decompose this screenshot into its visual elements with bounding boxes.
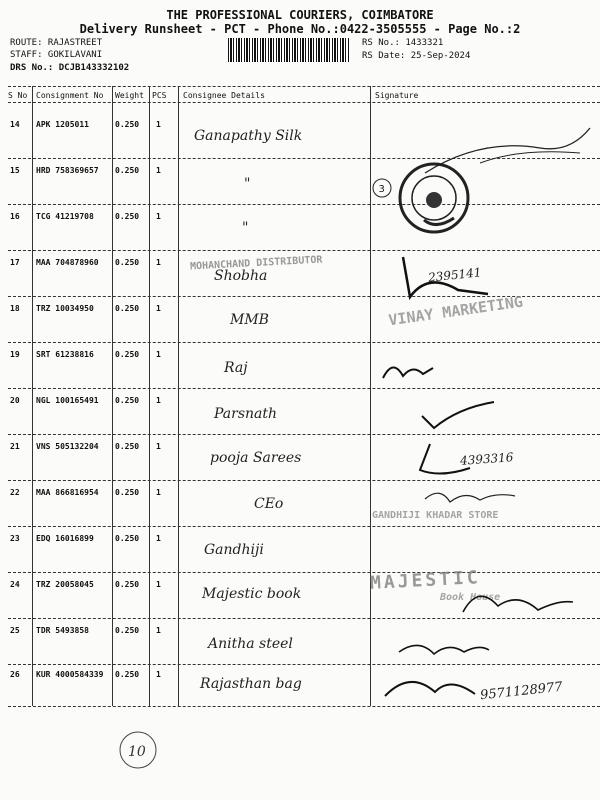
row-weight: 0.250 <box>115 258 140 267</box>
col-header-weight: Weight <box>115 91 144 100</box>
drs-number: DRS No.: DCJB143332102 <box>10 63 130 73</box>
header-top-border <box>8 86 600 87</box>
staff-label: STAFF: GOKILAVANI <box>10 50 103 60</box>
row-pcs: 1 <box>156 166 161 175</box>
row-weight: 0.250 <box>115 350 140 359</box>
row-separator <box>8 706 600 707</box>
signature-scribble <box>420 118 595 178</box>
svg-text:3: 3 <box>378 184 385 195</box>
row-sno: 16 <box>10 212 20 221</box>
row-consignment: KUR 4000584339 <box>36 670 104 679</box>
row-weight: 0.250 <box>115 166 140 175</box>
col-header-pcs: PCS <box>152 91 167 100</box>
company-title: THE PROFESSIONAL COURIERS, COIMBATORE <box>166 8 434 22</box>
header-bottom-border <box>8 102 600 103</box>
col-divider <box>149 86 150 706</box>
row-weight: 0.250 <box>115 626 140 635</box>
row-consignee: Anitha steel <box>208 636 293 652</box>
row-weight: 0.250 <box>115 442 140 451</box>
row-pcs: 1 <box>156 396 161 405</box>
row-consignee: Parsnath <box>214 406 278 422</box>
stamp-book-house: Book House <box>440 592 501 603</box>
col-header-sno: S No <box>8 91 28 100</box>
row-consignment: SRT 61238816 <box>36 350 94 359</box>
row-consignee: " <box>244 176 251 192</box>
row-pcs: 1 <box>156 120 161 129</box>
row-pcs: 1 <box>156 580 161 589</box>
row-separator <box>8 480 600 481</box>
row-sno: 21 <box>10 442 20 451</box>
signature-19 <box>378 356 438 384</box>
row-weight: 0.250 <box>115 120 140 129</box>
col-divider <box>112 86 113 706</box>
row-sno: 17 <box>10 258 20 267</box>
row-consignment: VNS 505132204 <box>36 442 99 451</box>
row-sno: 25 <box>10 626 20 635</box>
row-sno: 26 <box>10 670 20 679</box>
svg-text:10: 10 <box>128 744 146 760</box>
row-consignment: APK 1205011 <box>36 120 89 129</box>
row-weight: 0.250 <box>115 534 140 543</box>
stamp-majestic: MAJESTIC <box>369 567 482 594</box>
row-separator <box>8 342 600 343</box>
row-sno: 19 <box>10 350 20 359</box>
rs-date: RS Date: 25-Sep-2024 <box>362 51 471 61</box>
row-weight: 0.250 <box>115 396 140 405</box>
col-header-consignment: Consignment No <box>36 91 104 100</box>
row-weight: 0.250 <box>115 212 140 221</box>
route-label: ROUTE: RAJASTREET <box>10 38 103 48</box>
circled-page-number <box>116 728 160 772</box>
row-pcs: 1 <box>156 212 161 221</box>
row-consignment: TRZ 10034950 <box>36 304 94 313</box>
row-consignment: EDQ 16016899 <box>36 534 94 543</box>
row-pcs: 1 <box>156 534 161 543</box>
stamp-gandhiji: GANDHIJI KHADAR STORE <box>372 510 499 521</box>
col-header-signature: Signature <box>375 91 419 100</box>
row-separator <box>8 572 600 573</box>
row-sno: 18 <box>10 304 20 313</box>
row-separator <box>8 250 600 251</box>
handwritten-number-1: 2395141 <box>427 265 483 285</box>
row-weight: 0.250 <box>115 304 140 313</box>
stamp-distributor: MOHANCHAND DISTRIBUTOR <box>189 254 323 273</box>
col-header-consignee: Consignee Details <box>183 91 265 100</box>
row-pcs: 1 <box>156 670 161 679</box>
row-consignee: CEo <box>254 496 284 512</box>
stamp-vinay: VINAY MARKETING <box>387 292 525 330</box>
row-consignee: MMB <box>230 312 269 328</box>
runsheet-title: Delivery Runsheet - PCT - Phone No.:0422-3505555 - Page No.:2 <box>79 22 521 36</box>
signature-24 <box>458 582 578 622</box>
row-sno: 24 <box>10 580 20 589</box>
row-sno: 20 <box>10 396 20 405</box>
row-consignment: MAA 704878960 <box>36 258 99 267</box>
handwritten-number-2: 4393316 <box>459 450 514 468</box>
row-consignee: Shobha <box>214 268 268 284</box>
row-consignment: TRZ 20058045 <box>36 580 94 589</box>
handwritten-number-3: 9571128977 <box>479 679 564 704</box>
row-consignee: pooja Sarees <box>210 450 302 466</box>
col-divider <box>32 86 33 706</box>
row-separator <box>8 388 600 389</box>
row-consignment: TDR 5493858 <box>36 626 89 635</box>
row-consignee: Rajasthan bag <box>200 676 302 692</box>
row-consignment: HRD 758369657 <box>36 166 99 175</box>
row-pcs: 1 <box>156 258 161 267</box>
signature-26 <box>380 666 480 704</box>
row-consignment: NGL 100165491 <box>36 396 99 405</box>
signature-20 <box>418 398 498 434</box>
row-sno: 23 <box>10 534 20 543</box>
row-pcs: 1 <box>156 488 161 497</box>
row-consignment: MAA 866816954 <box>36 488 99 497</box>
row-pcs: 1 <box>156 442 161 451</box>
row-consignee: " <box>242 220 249 236</box>
row-consignment: TCG 41219708 <box>36 212 94 221</box>
signature-25 <box>394 634 494 662</box>
row-separator <box>8 434 600 435</box>
row-sno: 14 <box>10 120 20 129</box>
row-pcs: 1 <box>156 304 161 313</box>
barcode <box>228 38 350 62</box>
row-sno: 15 <box>10 166 20 175</box>
row-sno: 22 <box>10 488 20 497</box>
row-separator <box>8 526 600 527</box>
col-divider <box>370 86 371 706</box>
circled-number <box>372 178 392 198</box>
rs-number: RS No.: 1433321 <box>362 38 444 48</box>
row-pcs: 1 <box>156 626 161 635</box>
signature-22 <box>420 484 520 510</box>
row-weight: 0.250 <box>115 580 140 589</box>
row-consignee: Majestic book <box>202 586 302 602</box>
row-separator <box>8 204 600 205</box>
row-consignee: Gandhiji <box>204 542 264 558</box>
row-weight: 0.250 <box>115 488 140 497</box>
row-weight: 0.250 <box>115 670 140 679</box>
row-separator <box>8 664 600 665</box>
row-consignee: Raj <box>224 360 248 376</box>
row-consignee: Ganapathy Silk <box>194 128 303 144</box>
row-pcs: 1 <box>156 350 161 359</box>
col-divider <box>178 86 179 706</box>
